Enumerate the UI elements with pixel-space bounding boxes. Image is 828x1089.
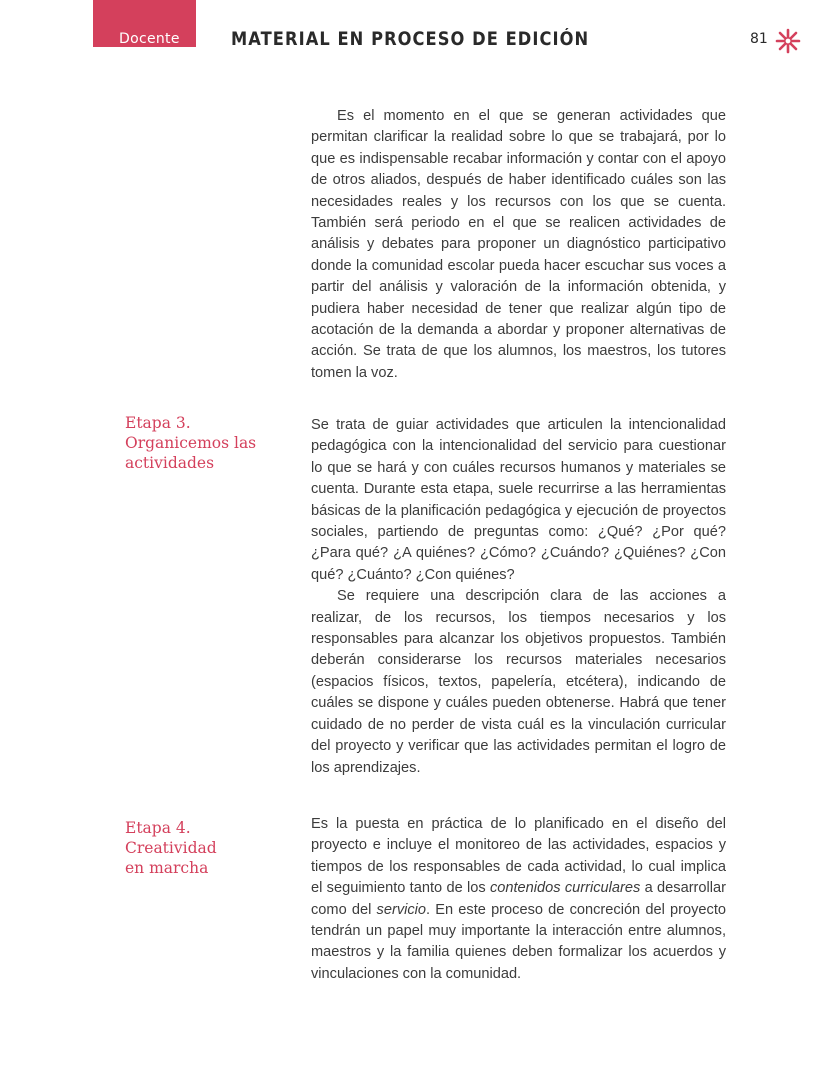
page-header-title: MATERIAL EN PROCESO DE EDICIÓN bbox=[231, 29, 590, 50]
stage3-section bbox=[311, 415, 726, 779]
header-tab-label: Docente bbox=[119, 31, 180, 47]
stage4-heading bbox=[125, 818, 295, 878]
stage4-heading-line3: en marcha bbox=[125, 859, 209, 877]
stage4-section bbox=[311, 814, 726, 985]
page-number: 81 bbox=[750, 31, 768, 47]
asterisk-flower-icon bbox=[775, 28, 801, 54]
stage3-heading bbox=[125, 413, 295, 473]
stage3-heading-line1: Etapa 3. bbox=[125, 414, 191, 432]
stage4-heading-line1: Etapa 4. bbox=[125, 819, 191, 837]
stage3-heading-line3: actividades bbox=[125, 454, 215, 472]
stage3-paragraph-1: Se trata de guiar actividades que articulen la intencionalidad pedagógica con la intencionalidad del servicio para cuestionar lo que se hará y con cuáles recursos humanos y materiales se cuenta. Durante esta etapa, suele recurrirse a las herramientas básicas de la planificación pedagógica y ejecución de proyectos sociales, partiendo de preguntas como: ¿Qué? ¿Por qué? ¿Para qué? ¿A quiénes? ¿Cómo? ¿Cuándo? ¿Quiénes? ¿Con qué? ¿Cuánto? ¿Con quiénes? bbox=[311, 417, 726, 583]
stage4-paragraph bbox=[311, 814, 726, 985]
stage3-heading-line2: Organicemos las bbox=[125, 434, 257, 452]
intro-section bbox=[311, 106, 726, 384]
stage4-text-3: . En este proceso de concreción del proyecto tendrán un papel muy importante la interacción entre alumnos, maestros y la familia quienes deben formalizar los acuerdos y vinculaciones con la comunidad. bbox=[311, 901, 726, 982]
stage4-italic-servicio: servicio bbox=[376, 901, 427, 918]
stage4-heading-line2: Creatividad bbox=[125, 839, 217, 857]
stage4-text-1: Es la puesta en práctica de lo planificado en el diseño del proyecto e incluye el monitoreo de las actividades, espacios y tiempos de los responsables de cada actividad, lo cual implica el seguimiento tanto de los bbox=[311, 816, 726, 897]
stage4-text-2: a desarrollar como del bbox=[311, 880, 726, 918]
header-tab bbox=[93, 0, 196, 47]
stage3-paragraph-2: Se requiere una descripción clara de las acciones a realizar, de los recursos, los tiempos necesarios y los responsables para alcanzar los objetivos propuestos. También deberán considerarse los recursos materiales necesarios (espacios físicos, textos, papelería, etcétera), indicando de cuáles se dispone y cuáles pueden obtenerse. Habrá que tener cuidado de no perder de vista cuál es la vinculación curricular del proyecto y verificar que las actividades permitan el logro de los aprendizajes. bbox=[311, 588, 726, 776]
stage4-italic-curricular: contenidos curriculares bbox=[489, 880, 641, 897]
intro-paragraph: Es el momento en el que se generan actividades que permitan clarificar la realidad sobre lo que se trabajará, por lo que es indispensable recabar información y contar con el apoyo de otros aliados, después de haber identificado cuáles son las necesidades reales y los recursos con los que se cuenta. También será periodo en el que se realicen actividades de análisis y debates para proponer un diagnóstico participativo donde la comunidad escolar pueda hacer escuchar sus voces a partir del análisis y valoración de la información obtenida, y pudiera haber necesidad de tener que realizar algún tipo de acotación de la demanda a abordar y proponer alternativas de acción. Se trata de que los alumnos, los maestros, los tutores tomen la voz. bbox=[311, 108, 726, 381]
